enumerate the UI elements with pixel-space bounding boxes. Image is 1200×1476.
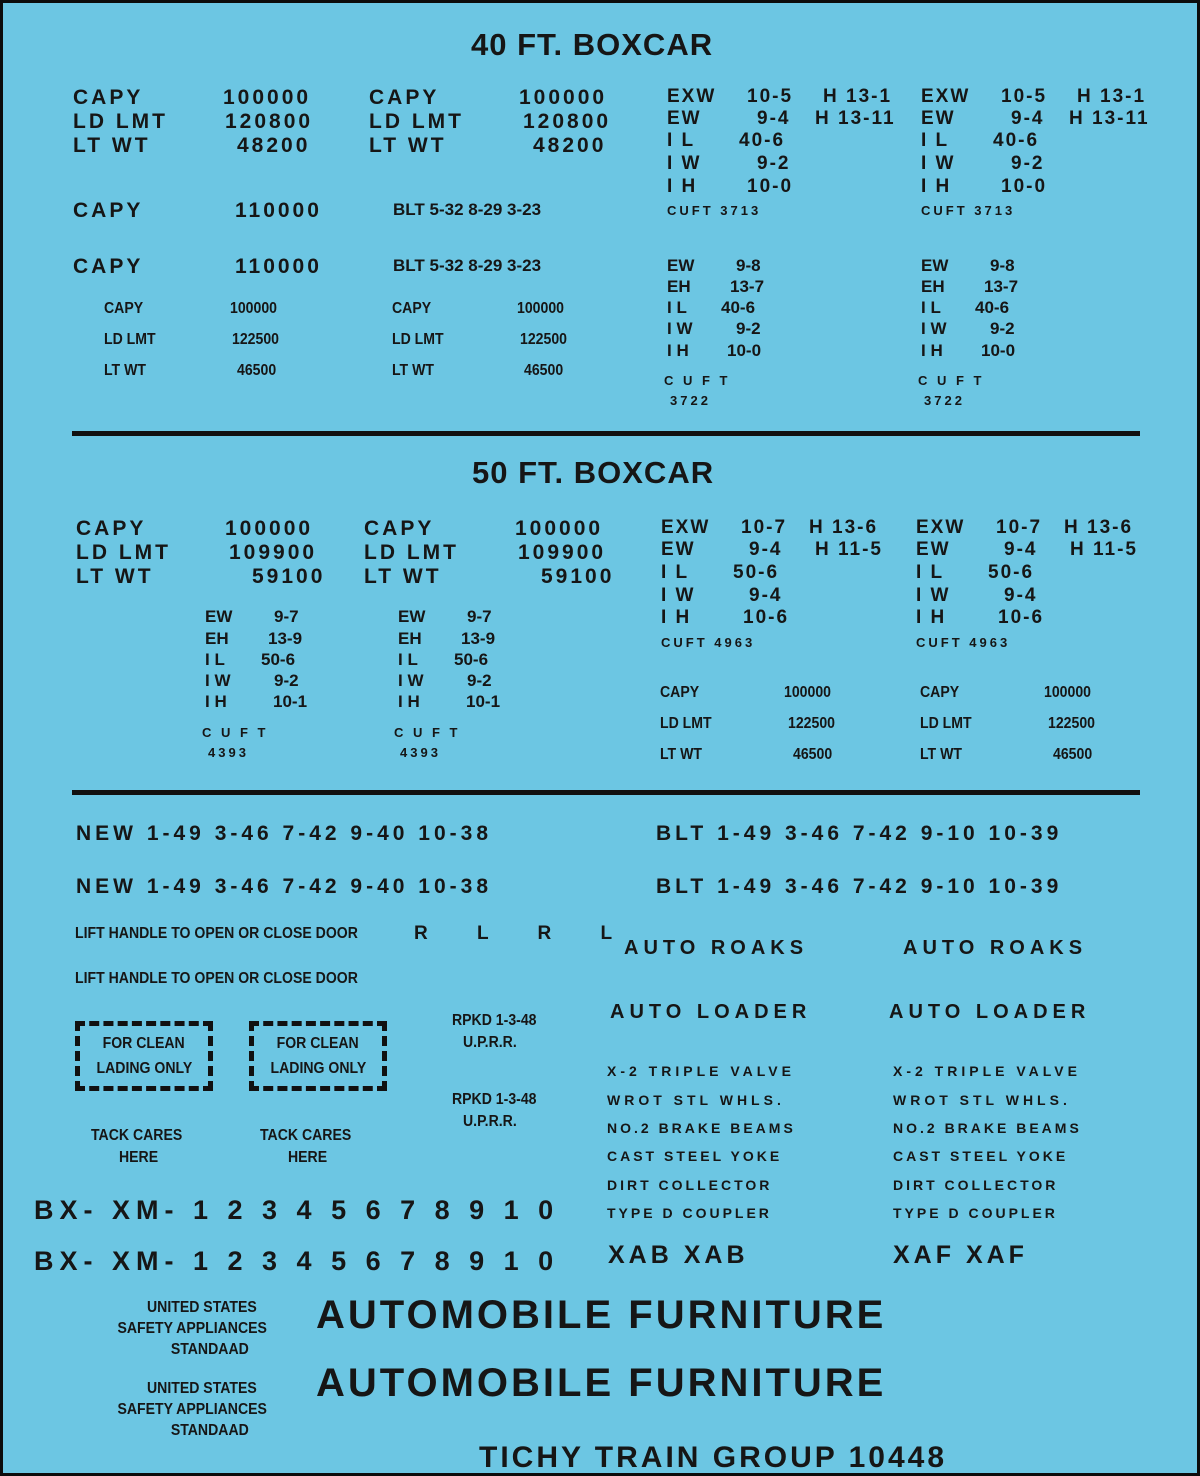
- lading-text: LADING ONLY: [96, 1060, 192, 1077]
- iw-label: I W: [916, 585, 951, 606]
- class-xab: XAB XAB: [608, 1241, 749, 1269]
- class-xaf: XAF XAF: [893, 1241, 1028, 1269]
- ltwt-label: LT WT: [660, 746, 702, 763]
- capy-label: CAPY: [392, 300, 432, 317]
- clean-lading-box: [75, 1021, 213, 1091]
- il-value: 40-6: [993, 130, 1040, 151]
- ew-height: H 11-5: [1070, 539, 1138, 560]
- cuft-value: 4393: [400, 745, 441, 760]
- il-label: I L: [661, 562, 690, 583]
- il-value: 50-6: [988, 562, 1035, 583]
- ldlmt-label: LD LMT: [660, 715, 712, 732]
- ew-value: 9-4: [1004, 539, 1038, 560]
- exw-label: EXW: [921, 86, 971, 107]
- iw-label: I W: [921, 153, 956, 174]
- il-value: 50-6: [733, 562, 780, 583]
- built-dates-line: BLT 1-49 3-46 7-42 9-10 10-39: [656, 875, 1063, 898]
- ih-value: 10-1: [273, 692, 308, 711]
- cuft-value: 3722: [924, 393, 965, 408]
- safety-text: SAFETY APPLIANCES: [117, 1320, 267, 1337]
- ldlmt-label: LD LMT: [369, 110, 464, 133]
- divider-rule: [72, 790, 1140, 795]
- auto-loader-label: AUTO LOADER: [610, 1001, 812, 1023]
- ew-label: EW: [921, 256, 949, 275]
- new-dates-line: NEW 1-49 3-46 7-42 9-40 10-38: [76, 875, 492, 898]
- ldlmt-label: LD LMT: [392, 331, 444, 348]
- eh-value: 13-9: [268, 629, 303, 648]
- wheels-note: WROT STL WHLS.: [607, 1092, 785, 1108]
- ltwt-value: 48200: [533, 134, 607, 157]
- cuft-label: C U F T: [202, 725, 269, 740]
- lift-handle-note: LIFT HANDLE TO OPEN OR CLOSE DOOR: [75, 970, 358, 987]
- ldlmt-value: 109900: [229, 541, 318, 564]
- section-title-40ft: 40 FT. BOXCAR: [471, 27, 714, 62]
- ew-height: H 13-11: [815, 108, 896, 129]
- exw-value: 10-7: [996, 517, 1043, 538]
- il-value: 40-6: [975, 298, 1010, 317]
- cuft-value: CUFT 4963: [916, 635, 1011, 650]
- ltwt-value: 46500: [793, 746, 833, 763]
- section-title-50ft: 50 FT. BOXCAR: [472, 455, 715, 490]
- clean-lading-box: [249, 1021, 387, 1091]
- ltwt-label: LT WT: [364, 565, 442, 588]
- car-number-set: BX- XM- 1 2 3 4 5 6 7 8 9 1 0: [34, 1195, 560, 1225]
- il-value: 50-6: [454, 650, 489, 669]
- ew-label: EW: [667, 256, 695, 275]
- ih-value: 10-1: [466, 692, 501, 711]
- ldlmt-value: 122500: [788, 715, 835, 732]
- il-label: I L: [916, 562, 945, 583]
- iw-value: 9-2: [1011, 153, 1045, 174]
- automobile-furniture-label: AUTOMOBILE FURNITURE: [316, 1293, 887, 1337]
- iw-value: 9-2: [990, 319, 1015, 338]
- il-label: I L: [398, 650, 418, 669]
- ih-label: I H: [916, 607, 947, 628]
- eh-label: EH: [921, 277, 945, 296]
- capy-value: 110000: [235, 199, 322, 222]
- triple-valve-note: X-2 TRIPLE VALVE: [893, 1063, 1081, 1079]
- ih-label: I H: [921, 341, 943, 360]
- built-dates: BLT 5-32 8-29 3-23: [393, 256, 542, 275]
- exw-height: H 13-6: [809, 517, 879, 538]
- iw-label: I W: [205, 671, 231, 690]
- cuft-value: CUFT 3713: [667, 203, 762, 218]
- iw-label: I W: [398, 671, 424, 690]
- brake-beams-note: NO.2 BRAKE BEAMS: [607, 1120, 796, 1136]
- capy-label: CAPY: [369, 86, 440, 109]
- exw-label: EXW: [916, 517, 966, 538]
- safety-appliances-label: [113, 1300, 271, 1358]
- ew-value: 9-8: [990, 256, 1015, 275]
- exw-label: EXW: [661, 517, 711, 538]
- ltwt-label: LT WT: [104, 362, 146, 379]
- ldlmt-label: LD LMT: [104, 331, 156, 348]
- capy-value: 100000: [230, 300, 277, 317]
- ih-value: 10-0: [1001, 176, 1048, 197]
- ltwt-value: 59100: [541, 565, 615, 588]
- dirt-collector-note: DIRT COLLECTOR: [607, 1177, 773, 1193]
- car-number-set: BX- XM- 1 2 3 4 5 6 7 8 9 1 0: [34, 1246, 560, 1276]
- brake-beams-note: NO.2 BRAKE BEAMS: [893, 1120, 1082, 1136]
- lading-text: FOR CLEAN: [102, 1035, 186, 1052]
- il-value: 40-6: [739, 130, 786, 151]
- capy-label: CAPY: [73, 86, 144, 109]
- ih-label: I H: [667, 341, 689, 360]
- ew-label: EW: [398, 607, 426, 626]
- eh-label: EH: [667, 277, 691, 296]
- coupler-note: TYPE D COUPLER: [607, 1205, 772, 1221]
- ldlmt-value: 122500: [232, 331, 279, 348]
- capy-value: 100000: [1044, 684, 1091, 701]
- lading-text: FOR CLEAN: [276, 1035, 360, 1052]
- ih-label: I H: [398, 692, 420, 711]
- ldlmt-label: LD LMT: [364, 541, 459, 564]
- ew-label: EW: [921, 108, 956, 129]
- capy-value: 100000: [223, 86, 312, 109]
- ew-height: H 11-5: [815, 539, 883, 560]
- ltwt-label: LT WT: [369, 134, 447, 157]
- il-label: I L: [205, 650, 225, 669]
- ltwt-value: 46500: [1053, 746, 1093, 763]
- ltwt-label: LT WT: [76, 565, 154, 588]
- ldlmt-label: LD LMT: [920, 715, 972, 732]
- ltwt-value: 59100: [252, 565, 326, 588]
- exw-height: H 13-1: [1077, 86, 1147, 107]
- safety-text: SAFETY APPLIANCES: [117, 1401, 267, 1418]
- yoke-note: CAST STEEL YOKE: [607, 1148, 783, 1164]
- iw-value: 9-2: [736, 319, 761, 338]
- capy-label: CAPY: [73, 199, 144, 222]
- tack-cards-label: HERE: [288, 1149, 328, 1166]
- iw-value: 9-2: [274, 671, 299, 690]
- cuft-label: C U F T: [394, 725, 461, 740]
- auto-roaks-label: AUTO ROAKS: [903, 937, 1088, 959]
- ih-label: I H: [921, 176, 952, 197]
- ew-value: 9-7: [467, 607, 492, 626]
- ew-value: 9-8: [736, 256, 761, 275]
- eh-label: EH: [398, 629, 422, 648]
- il-label: I L: [921, 298, 941, 317]
- ldlmt-value: 120800: [225, 110, 314, 133]
- ltwt-label: LT WT: [392, 362, 434, 379]
- il-value: 40-6: [721, 298, 756, 317]
- ldlmt-value: 120800: [523, 110, 612, 133]
- yoke-note: CAST STEEL YOKE: [893, 1148, 1069, 1164]
- dirt-collector-note: DIRT COLLECTOR: [893, 1177, 1059, 1193]
- ih-label: I H: [667, 176, 698, 197]
- iw-label: I W: [921, 319, 947, 338]
- ew-value: 9-4: [1011, 108, 1045, 129]
- ldlmt-value: 109900: [518, 541, 607, 564]
- cuft-value: CUFT 3713: [921, 203, 1016, 218]
- capy-value: 100000: [225, 517, 314, 540]
- auto-loader-label: AUTO LOADER: [889, 1001, 1091, 1023]
- ih-value: 10-0: [747, 176, 794, 197]
- capy-value: 100000: [515, 517, 604, 540]
- eh-label: EH: [205, 629, 229, 648]
- iw-label: I W: [667, 319, 693, 338]
- automobile-furniture-label: AUTOMOBILE FURNITURE: [316, 1361, 887, 1405]
- capy-label: CAPY: [76, 517, 147, 540]
- lading-text: LADING ONLY: [270, 1060, 366, 1077]
- exw-height: H 13-6: [1064, 517, 1134, 538]
- il-label: I L: [921, 130, 950, 151]
- built-dates-line: BLT 1-49 3-46 7-42 9-10 10-39: [656, 822, 1063, 845]
- cuft-value: CUFT 4963: [661, 635, 756, 650]
- ih-value: 10-6: [998, 607, 1045, 628]
- capy-value: 100000: [519, 86, 608, 109]
- safety-text: STANDAAD: [170, 1422, 249, 1439]
- ldlmt-value: 122500: [520, 331, 567, 348]
- cuft-value: 3722: [670, 393, 711, 408]
- il-value: 50-6: [261, 650, 296, 669]
- ltwt-value: 46500: [237, 362, 277, 379]
- iw-label: I W: [667, 153, 702, 174]
- iw-value: 9-2: [467, 671, 492, 690]
- lift-handle-note: LIFT HANDLE TO OPEN OR CLOSE DOOR: [75, 925, 358, 942]
- safety-appliances-label: [113, 1381, 271, 1439]
- capy-label: CAPY: [920, 684, 960, 701]
- safety-text: STANDAAD: [170, 1341, 249, 1358]
- repack-date: RPKD 1-3-48: [452, 1091, 537, 1108]
- capy-value: 100000: [784, 684, 831, 701]
- repack-date: RPKD 1-3-48: [452, 1012, 537, 1029]
- ew-label: EW: [916, 539, 951, 560]
- triple-valve-note: X-2 TRIPLE VALVE: [607, 1063, 795, 1079]
- ew-label: EW: [661, 539, 696, 560]
- ltwt-label: LT WT: [73, 134, 151, 157]
- tack-cards-label: TACK CARES: [91, 1127, 183, 1144]
- cuft-label: C U F T: [664, 373, 731, 388]
- il-label: I L: [667, 130, 696, 151]
- tack-cards-label: TACK CARES: [260, 1127, 352, 1144]
- iw-value: 9-4: [749, 585, 783, 606]
- safety-text: UNITED STATES: [146, 1380, 257, 1397]
- ew-value: 9-4: [749, 539, 783, 560]
- ldlmt-label: LD LMT: [73, 110, 168, 133]
- manufacturer-footer: TICHY TRAIN GROUP 10448: [479, 1441, 948, 1474]
- exw-value: 10-5: [747, 86, 794, 107]
- iw-label: I W: [661, 585, 696, 606]
- divider-rule: [72, 431, 1140, 436]
- ew-value: 9-7: [274, 607, 299, 626]
- auto-roaks-label: AUTO ROAKS: [624, 937, 809, 959]
- iw-value: 9-4: [1004, 585, 1038, 606]
- railroad-initials: U.P.R.R.: [463, 1034, 517, 1051]
- ltwt-value: 48200: [237, 134, 311, 157]
- eh-value: 13-7: [730, 277, 765, 296]
- ew-height: H 13-11: [1069, 108, 1150, 129]
- exw-height: H 13-1: [823, 86, 893, 107]
- wheels-note: WROT STL WHLS.: [893, 1092, 1071, 1108]
- capy-value: 110000: [235, 255, 322, 278]
- door-side-letters: R L R L: [414, 923, 635, 944]
- ew-label: EW: [667, 108, 702, 129]
- ih-label: I H: [205, 692, 227, 711]
- il-label: I L: [667, 298, 687, 317]
- ih-value: 10-0: [727, 341, 762, 360]
- capy-value: 100000: [517, 300, 564, 317]
- eh-value: 13-7: [984, 277, 1019, 296]
- new-dates-line: NEW 1-49 3-46 7-42 9-40 10-38: [76, 822, 492, 845]
- cuft-value: 4393: [208, 745, 249, 760]
- ltwt-value: 46500: [524, 362, 564, 379]
- exw-label: EXW: [667, 86, 717, 107]
- ew-label: EW: [205, 607, 233, 626]
- exw-value: 10-7: [741, 517, 788, 538]
- iw-value: 9-2: [757, 153, 791, 174]
- capy-label: CAPY: [364, 517, 435, 540]
- ldlmt-value: 122500: [1048, 715, 1095, 732]
- ih-value: 10-0: [981, 341, 1016, 360]
- safety-text: UNITED STATES: [146, 1299, 257, 1316]
- tack-cards-label: HERE: [119, 1149, 159, 1166]
- ew-value: 9-4: [757, 108, 791, 129]
- cuft-label: C U F T: [918, 373, 985, 388]
- ih-label: I H: [661, 607, 692, 628]
- exw-value: 10-5: [1001, 86, 1048, 107]
- capy-label: CAPY: [660, 684, 700, 701]
- eh-value: 13-9: [461, 629, 496, 648]
- capy-label: CAPY: [73, 255, 144, 278]
- ldlmt-label: LD LMT: [76, 541, 171, 564]
- ltwt-label: LT WT: [920, 746, 962, 763]
- coupler-note: TYPE D COUPLER: [893, 1205, 1058, 1221]
- capy-label: CAPY: [104, 300, 144, 317]
- built-dates: BLT 5-32 8-29 3-23: [393, 200, 542, 219]
- ih-value: 10-6: [743, 607, 790, 628]
- railroad-initials: U.P.R.R.: [463, 1113, 517, 1130]
